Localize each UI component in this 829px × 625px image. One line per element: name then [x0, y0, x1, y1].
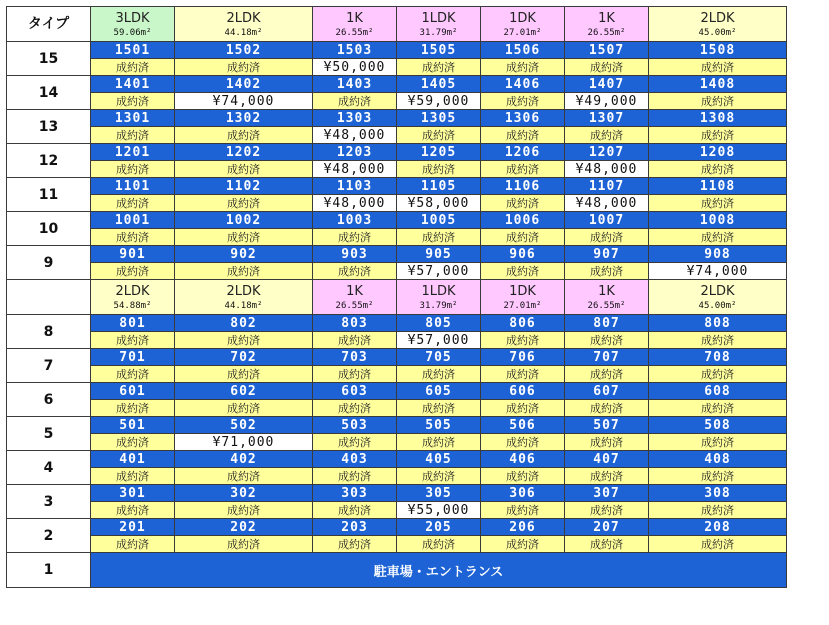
room-number[interactable]: 206 — [481, 519, 565, 536]
unit-type-area: 27.01m² — [503, 28, 542, 38]
floor-number: 3 — [7, 485, 91, 519]
room-number[interactable]: 908 — [649, 246, 787, 263]
status-sold: 成約済 — [565, 468, 649, 485]
room-number[interactable]: 1003 — [313, 212, 397, 229]
rent-price[interactable]: ¥48,000 — [565, 161, 649, 178]
type-header-row — [7, 7, 787, 42]
room-number[interactable]: 508 — [649, 417, 787, 434]
status-sold: 成約済 — [649, 332, 787, 349]
floor-status-row — [7, 536, 787, 553]
status-sold: 成約済 — [649, 502, 787, 519]
room-number[interactable]: 807 — [565, 315, 649, 332]
status-sold: 成約済 — [565, 536, 649, 553]
room-number[interactable]: 401 — [91, 451, 175, 468]
status-sold: 成約済 — [481, 366, 565, 383]
room-number[interactable]: 803 — [313, 315, 397, 332]
status-sold: 成約済 — [649, 536, 787, 553]
vacancy-table — [6, 6, 787, 588]
parking-entrance-cell: 駐車場・エントランス — [91, 553, 787, 588]
room-number[interactable]: 606 — [481, 383, 565, 400]
room-number[interactable]: 1403 — [313, 76, 397, 93]
status-sold: 成約済 — [91, 263, 175, 280]
room-number[interactable]: 403 — [313, 451, 397, 468]
room-number[interactable]: 308 — [649, 485, 787, 502]
room-number[interactable]: 1202 — [175, 144, 313, 161]
room-number[interactable]: 703 — [313, 349, 397, 366]
status-sold: 成約済 — [91, 468, 175, 485]
floor-number: 6 — [7, 383, 91, 417]
rent-price[interactable]: ¥74,000 — [175, 93, 313, 110]
status-sold: 成約済 — [313, 400, 397, 417]
status-sold: 成約済 — [481, 468, 565, 485]
unit-type-area: 26.55m² — [335, 28, 374, 38]
status-sold: 成約済 — [175, 59, 313, 76]
rent-price[interactable]: ¥59,000 — [397, 93, 481, 110]
status-sold: 成約済 — [313, 468, 397, 485]
floor-status-row — [7, 127, 787, 144]
status-sold: 成約済 — [481, 161, 565, 178]
room-number[interactable]: 203 — [313, 519, 397, 536]
floor-status-row — [7, 93, 787, 110]
unit-type-area: 31.79m² — [419, 28, 458, 38]
unit-type-cell — [175, 7, 313, 42]
room-number[interactable]: 1305 — [397, 110, 481, 127]
status-sold: 成約済 — [313, 502, 397, 519]
unit-type-area: 44.18m² — [224, 28, 263, 38]
room-number[interactable]: 505 — [397, 417, 481, 434]
floor-status-row — [7, 332, 787, 349]
room-number[interactable]: 408 — [649, 451, 787, 468]
room-number[interactable]: 1101 — [91, 178, 175, 195]
status-sold: 成約済 — [397, 434, 481, 451]
floor-status-row — [7, 400, 787, 417]
status-sold: 成約済 — [649, 229, 787, 246]
status-sold: 成約済 — [649, 366, 787, 383]
unit-type-cell — [397, 7, 481, 42]
floor-room-row — [7, 417, 787, 434]
room-number[interactable]: 1206 — [481, 144, 565, 161]
room-number[interactable]: 1103 — [313, 178, 397, 195]
status-sold: 成約済 — [175, 332, 313, 349]
status-sold: 成約済 — [397, 161, 481, 178]
floor-status-row — [7, 468, 787, 485]
floor-room-row — [7, 485, 787, 502]
room-number[interactable]: 507 — [565, 417, 649, 434]
room-number[interactable]: 302 — [175, 485, 313, 502]
unit-type-name: 2LDK — [700, 284, 735, 299]
room-number[interactable]: 1107 — [565, 178, 649, 195]
unit-type-name: 2LDK — [700, 11, 735, 26]
status-sold: 成約済 — [481, 434, 565, 451]
unit-type-name: 1LDK — [421, 284, 456, 299]
floor-room-row — [7, 519, 787, 536]
status-sold: 成約済 — [175, 536, 313, 553]
room-number[interactable]: 1108 — [649, 178, 787, 195]
room-number[interactable]: 1006 — [481, 212, 565, 229]
room-number[interactable]: 503 — [313, 417, 397, 434]
status-sold: 成約済 — [175, 229, 313, 246]
room-number[interactable]: 406 — [481, 451, 565, 468]
unit-type-area: 26.55m² — [335, 301, 374, 311]
room-number[interactable]: 705 — [397, 349, 481, 366]
room-number[interactable]: 808 — [649, 315, 787, 332]
room-number[interactable]: 802 — [175, 315, 313, 332]
room-number[interactable]: 1001 — [91, 212, 175, 229]
room-number[interactable]: 707 — [565, 349, 649, 366]
status-sold: 成約済 — [481, 502, 565, 519]
status-sold: 成約済 — [649, 59, 787, 76]
status-sold: 成約済 — [91, 434, 175, 451]
floor-status-row — [7, 161, 787, 178]
status-sold: 成約済 — [175, 366, 313, 383]
unit-type-cell — [91, 7, 175, 42]
status-sold: 成約済 — [397, 127, 481, 144]
unit-type-area: 26.55m² — [587, 301, 626, 311]
room-number[interactable]: 1307 — [565, 110, 649, 127]
floor-number: 2 — [7, 519, 91, 553]
room-number[interactable]: 207 — [565, 519, 649, 536]
status-sold: 成約済 — [91, 502, 175, 519]
room-number[interactable]: 1002 — [175, 212, 313, 229]
rent-price[interactable]: ¥71,000 — [175, 434, 313, 451]
floor-status-row — [7, 229, 787, 246]
unit-type-cell — [397, 280, 481, 315]
rent-price[interactable]: ¥57,000 — [397, 263, 481, 280]
ground-floor-row — [7, 553, 787, 588]
room-number[interactable]: 905 — [397, 246, 481, 263]
room-number[interactable]: 506 — [481, 417, 565, 434]
room-number[interactable]: 1506 — [481, 42, 565, 59]
room-number[interactable]: 902 — [175, 246, 313, 263]
room-number[interactable]: 1208 — [649, 144, 787, 161]
status-sold: 成約済 — [649, 400, 787, 417]
status-sold: 成約済 — [565, 366, 649, 383]
room-number[interactable]: 906 — [481, 246, 565, 263]
status-sold: 成約済 — [175, 263, 313, 280]
room-number[interactable]: 1507 — [565, 42, 649, 59]
status-sold: 成約済 — [649, 127, 787, 144]
unit-type-area: 44.18m² — [224, 301, 263, 311]
status-sold: 成約済 — [175, 127, 313, 144]
room-number[interactable]: 1508 — [649, 42, 787, 59]
status-sold: 成約済 — [649, 161, 787, 178]
room-number[interactable]: 1306 — [481, 110, 565, 127]
status-sold: 成約済 — [313, 229, 397, 246]
floor-number: 13 — [7, 110, 91, 144]
floor-room-row — [7, 349, 787, 366]
status-sold: 成約済 — [481, 536, 565, 553]
room-number[interactable]: 806 — [481, 315, 565, 332]
status-sold: 成約済 — [397, 59, 481, 76]
unit-type-area: 27.01m² — [503, 301, 542, 311]
room-number[interactable]: 1201 — [91, 144, 175, 161]
status-sold: 成約済 — [91, 195, 175, 212]
room-number[interactable]: 205 — [397, 519, 481, 536]
status-sold: 成約済 — [313, 93, 397, 110]
unit-type-cell — [649, 7, 787, 42]
room-number[interactable]: 607 — [565, 383, 649, 400]
room-number[interactable]: 1105 — [397, 178, 481, 195]
room-number[interactable]: 305 — [397, 485, 481, 502]
floor-room-row — [7, 315, 787, 332]
status-sold: 成約済 — [481, 263, 565, 280]
floor-number: 12 — [7, 144, 91, 178]
floor-status-row — [7, 59, 787, 76]
floor-room-row — [7, 383, 787, 400]
floor-number: 4 — [7, 451, 91, 485]
status-sold: 成約済 — [91, 59, 175, 76]
rent-price[interactable]: ¥50,000 — [313, 59, 397, 76]
status-sold: 成約済 — [91, 127, 175, 144]
status-sold: 成約済 — [649, 93, 787, 110]
room-number[interactable]: 502 — [175, 417, 313, 434]
room-number[interactable]: 1205 — [397, 144, 481, 161]
room-number[interactable]: 1008 — [649, 212, 787, 229]
status-sold: 成約済 — [649, 195, 787, 212]
floor-number: 1 — [7, 553, 91, 588]
status-sold: 成約済 — [397, 536, 481, 553]
room-number[interactable]: 801 — [91, 315, 175, 332]
floor-room-row — [7, 212, 787, 229]
rent-price[interactable]: ¥48,000 — [565, 195, 649, 212]
status-sold: 成約済 — [565, 229, 649, 246]
room-number[interactable]: 405 — [397, 451, 481, 468]
unit-type-area: 45.00m² — [698, 301, 737, 311]
unit-type-name: 3LDK — [115, 11, 150, 26]
room-number[interactable]: 1106 — [481, 178, 565, 195]
unit-type-cell — [91, 280, 175, 315]
rent-price[interactable]: ¥48,000 — [313, 127, 397, 144]
type-header-blank — [7, 280, 91, 315]
unit-type-cell — [313, 280, 397, 315]
room-number[interactable]: 1407 — [565, 76, 649, 93]
unit-type-name: 1DK — [509, 11, 536, 26]
status-sold: 成約済 — [481, 93, 565, 110]
status-sold: 成約済 — [565, 502, 649, 519]
status-sold: 成約済 — [175, 468, 313, 485]
room-number[interactable]: 306 — [481, 485, 565, 502]
floor-room-row — [7, 76, 787, 93]
room-number[interactable]: 501 — [91, 417, 175, 434]
status-sold: 成約済 — [481, 195, 565, 212]
unit-type-name: 2LDK — [115, 284, 150, 299]
status-sold: 成約済 — [91, 161, 175, 178]
rent-price[interactable]: ¥49,000 — [565, 93, 649, 110]
status-sold: 成約済 — [481, 400, 565, 417]
status-sold: 成約済 — [313, 332, 397, 349]
room-number[interactable]: 702 — [175, 349, 313, 366]
status-sold: 成約済 — [175, 161, 313, 178]
unit-type-area: 45.00m² — [698, 28, 737, 38]
room-number[interactable]: 1308 — [649, 110, 787, 127]
floor-room-row — [7, 246, 787, 263]
unit-type-cell — [481, 280, 565, 315]
room-number[interactable]: 608 — [649, 383, 787, 400]
room-number[interactable]: 1503 — [313, 42, 397, 59]
unit-type-cell — [313, 7, 397, 42]
rent-price[interactable]: ¥48,000 — [313, 161, 397, 178]
status-sold: 成約済 — [91, 229, 175, 246]
unit-type-name: 1LDK — [421, 11, 456, 26]
unit-type-name: 1K — [598, 284, 615, 299]
status-sold: 成約済 — [565, 332, 649, 349]
status-sold: 成約済 — [565, 434, 649, 451]
room-number[interactable]: 1301 — [91, 110, 175, 127]
room-number[interactable]: 1406 — [481, 76, 565, 93]
status-sold: 成約済 — [481, 229, 565, 246]
room-number[interactable]: 1005 — [397, 212, 481, 229]
room-number[interactable]: 907 — [565, 246, 649, 263]
room-number[interactable]: 1302 — [175, 110, 313, 127]
room-number[interactable]: 805 — [397, 315, 481, 332]
rent-price[interactable]: ¥57,000 — [397, 332, 481, 349]
unit-type-cell — [565, 7, 649, 42]
unit-type-name: 2LDK — [226, 284, 261, 299]
rent-price[interactable]: ¥58,000 — [397, 195, 481, 212]
floor-number: 15 — [7, 42, 91, 76]
room-number[interactable]: 201 — [91, 519, 175, 536]
floor-status-row — [7, 434, 787, 451]
unit-type-name: 1K — [346, 11, 363, 26]
room-number[interactable]: 901 — [91, 246, 175, 263]
unit-type-cell — [565, 280, 649, 315]
room-number[interactable]: 407 — [565, 451, 649, 468]
floor-number: 5 — [7, 417, 91, 451]
status-sold: 成約済 — [481, 127, 565, 144]
floor-status-row — [7, 366, 787, 383]
unit-type-cell — [481, 7, 565, 42]
floor-room-row — [7, 42, 787, 59]
room-number[interactable]: 307 — [565, 485, 649, 502]
room-number[interactable]: 1502 — [175, 42, 313, 59]
status-sold: 成約済 — [397, 229, 481, 246]
status-sold: 成約済 — [565, 263, 649, 280]
status-sold: 成約済 — [481, 332, 565, 349]
room-number[interactable]: 605 — [397, 383, 481, 400]
room-number[interactable]: 1401 — [91, 76, 175, 93]
status-sold: 成約済 — [91, 366, 175, 383]
type-header-label: タイプ — [7, 7, 91, 42]
status-sold: 成約済 — [397, 366, 481, 383]
unit-type-area: 59.06m² — [113, 28, 152, 38]
floor-room-row — [7, 144, 787, 161]
room-number[interactable]: 603 — [313, 383, 397, 400]
status-sold: 成約済 — [175, 502, 313, 519]
floor-room-row — [7, 110, 787, 127]
room-number[interactable]: 1102 — [175, 178, 313, 195]
vacancy-table-body — [7, 7, 787, 588]
room-number[interactable]: 402 — [175, 451, 313, 468]
status-sold: 成約済 — [175, 400, 313, 417]
status-sold: 成約済 — [91, 93, 175, 110]
floor-status-row — [7, 195, 787, 212]
unit-type-cell — [175, 280, 313, 315]
room-number[interactable]: 301 — [91, 485, 175, 502]
status-sold: 成約済 — [313, 536, 397, 553]
unit-type-area: 31.79m² — [419, 301, 458, 311]
room-number[interactable]: 708 — [649, 349, 787, 366]
status-sold: 成約済 — [313, 263, 397, 280]
unit-type-name: 1DK — [509, 284, 536, 299]
room-number[interactable]: 1203 — [313, 144, 397, 161]
unit-type-name: 1K — [598, 11, 615, 26]
unit-type-area: 54.88m² — [113, 301, 152, 311]
room-number[interactable]: 1501 — [91, 42, 175, 59]
rent-price[interactable]: ¥74,000 — [649, 263, 787, 280]
floor-number: 9 — [7, 246, 91, 280]
room-number[interactable]: 1408 — [649, 76, 787, 93]
room-number[interactable]: 601 — [91, 383, 175, 400]
status-sold: 成約済 — [649, 434, 787, 451]
status-sold: 成約済 — [175, 195, 313, 212]
room-number[interactable]: 1207 — [565, 144, 649, 161]
status-sold: 成約済 — [313, 434, 397, 451]
floor-status-row — [7, 502, 787, 519]
status-sold: 成約済 — [565, 59, 649, 76]
room-number[interactable]: 208 — [649, 519, 787, 536]
status-sold: 成約済 — [91, 332, 175, 349]
rent-price[interactable]: ¥48,000 — [313, 195, 397, 212]
room-number[interactable]: 1402 — [175, 76, 313, 93]
room-number[interactable]: 303 — [313, 485, 397, 502]
status-sold: 成約済 — [313, 366, 397, 383]
status-sold: 成約済 — [91, 536, 175, 553]
status-sold: 成約済 — [649, 468, 787, 485]
floor-number: 7 — [7, 349, 91, 383]
unit-type-area: 26.55m² — [587, 28, 626, 38]
unit-type-cell — [649, 280, 787, 315]
room-number[interactable]: 903 — [313, 246, 397, 263]
rent-price[interactable]: ¥55,000 — [397, 502, 481, 519]
room-number[interactable]: 701 — [91, 349, 175, 366]
unit-type-name: 2LDK — [226, 11, 261, 26]
floor-room-row — [7, 451, 787, 468]
status-sold: 成約済 — [481, 59, 565, 76]
floor-number: 8 — [7, 315, 91, 349]
room-number[interactable]: 1505 — [397, 42, 481, 59]
room-number[interactable]: 1007 — [565, 212, 649, 229]
room-number[interactable]: 1405 — [397, 76, 481, 93]
floor-status-row — [7, 263, 787, 280]
floor-number: 14 — [7, 76, 91, 110]
room-number[interactable]: 202 — [175, 519, 313, 536]
room-number[interactable]: 1303 — [313, 110, 397, 127]
status-sold: 成約済 — [565, 127, 649, 144]
status-sold: 成約済 — [91, 400, 175, 417]
room-number[interactable]: 602 — [175, 383, 313, 400]
room-number[interactable]: 706 — [481, 349, 565, 366]
floor-room-row — [7, 178, 787, 195]
status-sold: 成約済 — [397, 468, 481, 485]
status-sold: 成約済 — [397, 400, 481, 417]
status-sold: 成約済 — [565, 400, 649, 417]
unit-type-name: 1K — [346, 284, 363, 299]
floor-number: 11 — [7, 178, 91, 212]
floor-number: 10 — [7, 212, 91, 246]
type-header-row — [7, 280, 787, 315]
